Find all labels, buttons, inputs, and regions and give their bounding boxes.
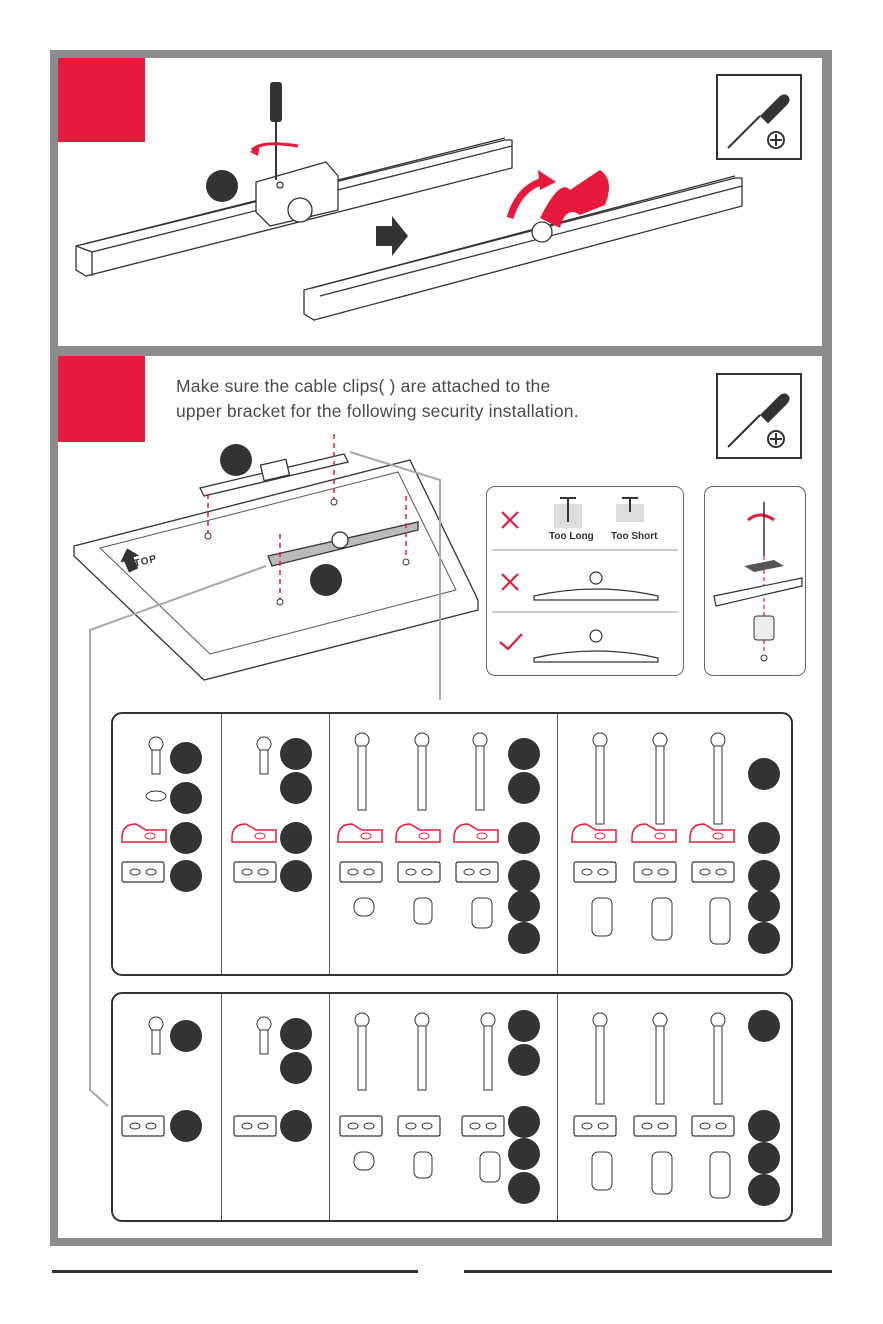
top-label: TOP xyxy=(133,553,159,570)
too-short-label: Too Short xyxy=(611,531,658,542)
footer-rule-left xyxy=(52,1270,418,1273)
instruction-line-2: upper bracket for the following security installation. xyxy=(176,401,579,421)
footer-rule-right xyxy=(464,1270,832,1273)
too-long-label: Too Long xyxy=(549,531,594,542)
instruction-line-1: Make sure the cable clips( ) are attached to the xyxy=(176,376,551,396)
